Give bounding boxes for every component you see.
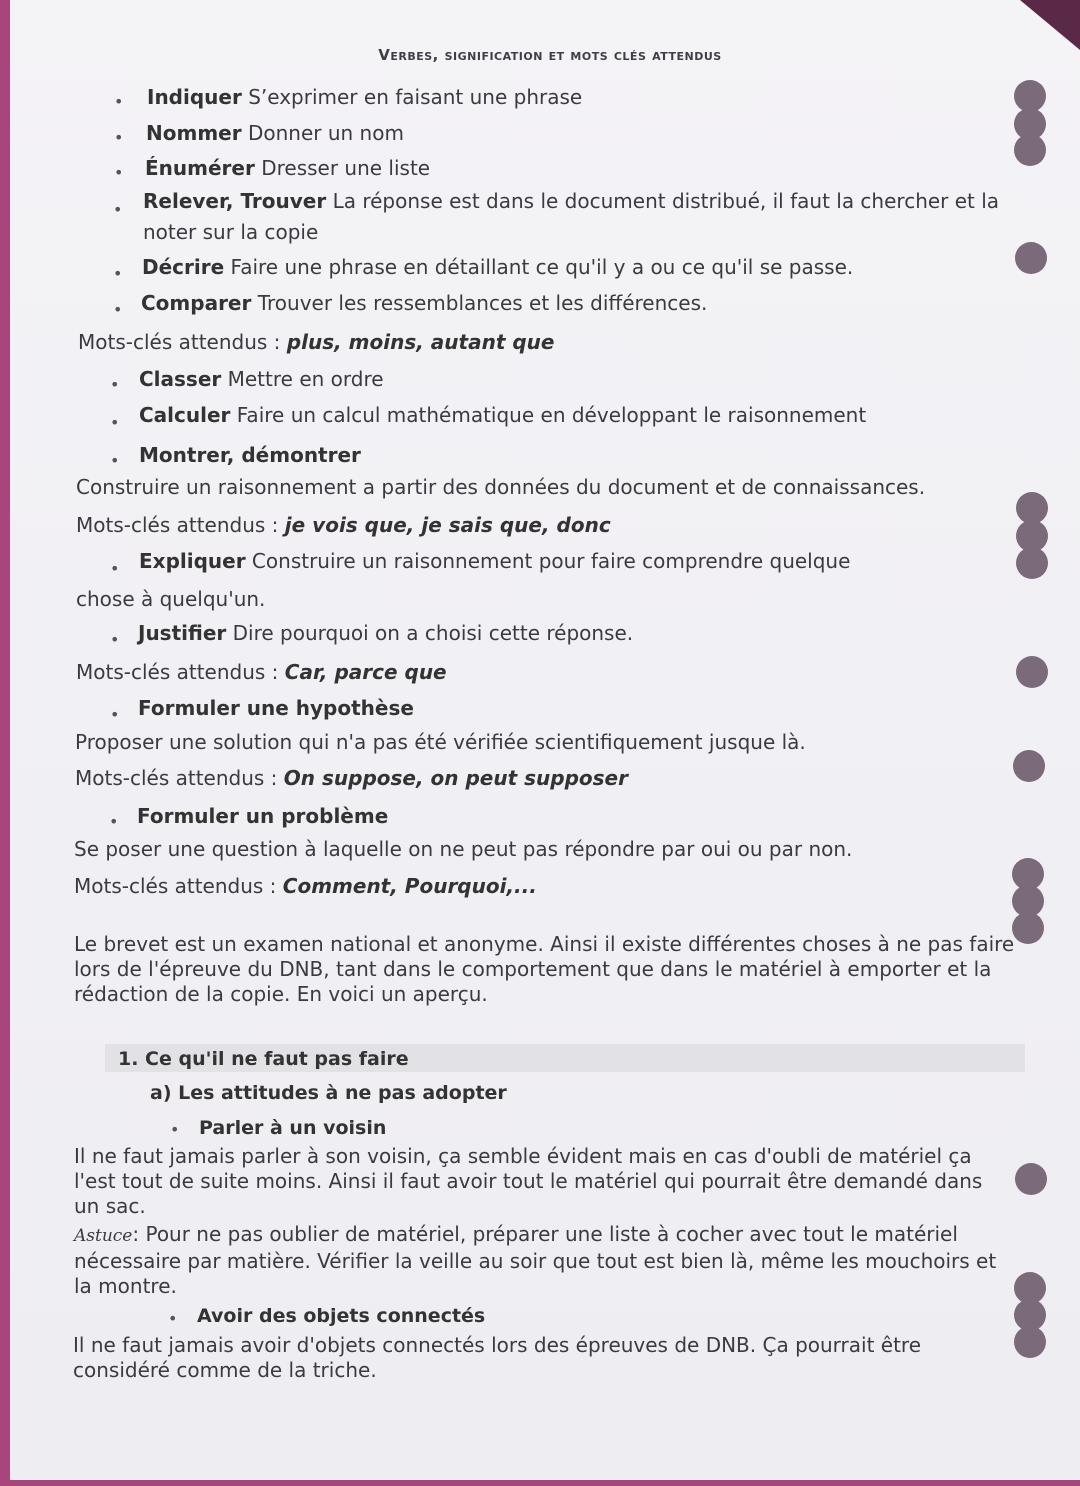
verb-item: Énumérer Dresser une liste [145, 156, 431, 180]
punch-hole [1013, 750, 1045, 782]
keywords-line: Mots-clés attendus : Car, parce que [76, 660, 447, 684]
body-paragraph: Il ne faut jamais avoir d'objets connectés lors des épreuves de DNB. Ça pourrait être considéré comme de la triche. [73, 1333, 922, 1382]
intro-paragraph: Le brevet est un examen national et anonyme. Ainsi il existe différentes choses à ne pas faire lors de l'épreuve du DNB, tant dans le comportement que dans le matériel à emporter et la rédaction de la copie. En voici un aperçu. [74, 932, 1015, 1006]
verb-item: Montrer, démontrer [139, 443, 361, 467]
corner-tab [1020, 0, 1080, 50]
bullet: • [110, 375, 120, 394]
punch-hole [1016, 547, 1048, 579]
punch-hole [1012, 912, 1044, 944]
verb-item: Formuler un problème [137, 804, 389, 828]
item-title: Avoir des objets connectés [197, 1305, 486, 1327]
verb-item-continuation: noter sur la copie [143, 220, 319, 244]
bullet: • [170, 1120, 180, 1139]
verb-item: Indiquer S’exprimer en faisant une phrase [147, 85, 583, 109]
tip-paragraph: Astuce: Pour ne pas oublier de matériel, préparer une liste à cocher avec tout le matériel nécessaire par matière. Vérifier la veille au soir que tout est bien là, même les mouchoirs et la montre. [74, 1222, 997, 1298]
verb-item: Nommer Donner un nom [146, 121, 404, 145]
bullet: • [113, 300, 123, 319]
body-paragraph: Il ne faut jamais parler à son voisin, ça semble évident mais en cas d'oubli de matériel ça l'est tout de suite moins. Ainsi il faut avoir tout le matériel qui pourrait être demandé dans un sac. [74, 1144, 983, 1218]
punch-hole [1014, 134, 1046, 166]
body-text: Proposer une solution qui n'a pas été vérifiée scientifiquement jusque là. [75, 730, 806, 754]
bullet: • [110, 451, 120, 470]
verb-item: Expliquer Construire un raisonnement pour faire comprendre quelque [139, 549, 851, 573]
verb-item-continuation: chose à quelqu'un. [76, 587, 266, 611]
body-text: Construire un raisonnement a partir des données du document et de connaissances. [76, 475, 926, 499]
bullet: • [109, 812, 119, 831]
bullet: • [114, 92, 124, 111]
page-heading: Verbes, signification et mots clés attendus [378, 46, 722, 64]
keywords-line: Mots-clés attendus : On suppose, on peut supposer [75, 766, 628, 790]
section-title: 1. Ce qu'il ne faut pas faire [118, 1048, 409, 1070]
punch-hole [1015, 242, 1047, 274]
bullet: • [110, 630, 120, 649]
keywords-line: Mots-clés attendus : je vois que, je sais que, donc [76, 513, 611, 537]
bullet: • [110, 705, 120, 724]
verb-item: Justifier Dire pourquoi on a choisi cette réponse. [138, 621, 634, 645]
verb-item: Classer Mettre en ordre [139, 367, 384, 391]
bullet: • [110, 559, 120, 578]
verb-item: Formuler une hypothèse [138, 696, 414, 720]
punch-hole [1014, 1326, 1046, 1358]
keywords-line: Mots-clés attendus : Comment, Pourquoi,... [74, 874, 537, 898]
verb-item: Comparer Trouver les ressemblances et les différences. [141, 291, 708, 315]
bullet: • [113, 264, 123, 283]
punch-hole [1016, 656, 1048, 688]
verb-item: Relever, Trouver La réponse est dans le document distribué, il faut la chercher et la [143, 189, 1000, 213]
verb-item: Calculer Faire un calcul mathématique en développant le raisonnement [139, 403, 867, 427]
punch-hole [1015, 1163, 1047, 1195]
verb-item: Décrire Faire une phrase en détaillant ce qu'il y a ou ce qu'il se passe. [142, 255, 854, 279]
bullet: • [114, 128, 124, 147]
item-title: Parler à un voisin [199, 1117, 387, 1139]
subsection-title: a) Les attitudes à ne pas adopter [150, 1082, 507, 1104]
bullet: • [114, 163, 124, 182]
body-text: Se poser une question à laquelle on ne peut pas répondre par oui ou par non. [74, 837, 853, 861]
keywords-line: Mots-clés attendus : plus, moins, autant que [78, 330, 555, 354]
bullet: • [110, 413, 120, 432]
bullet: • [168, 1309, 178, 1328]
document-page [10, 0, 1080, 1480]
bullet: • [113, 200, 123, 219]
